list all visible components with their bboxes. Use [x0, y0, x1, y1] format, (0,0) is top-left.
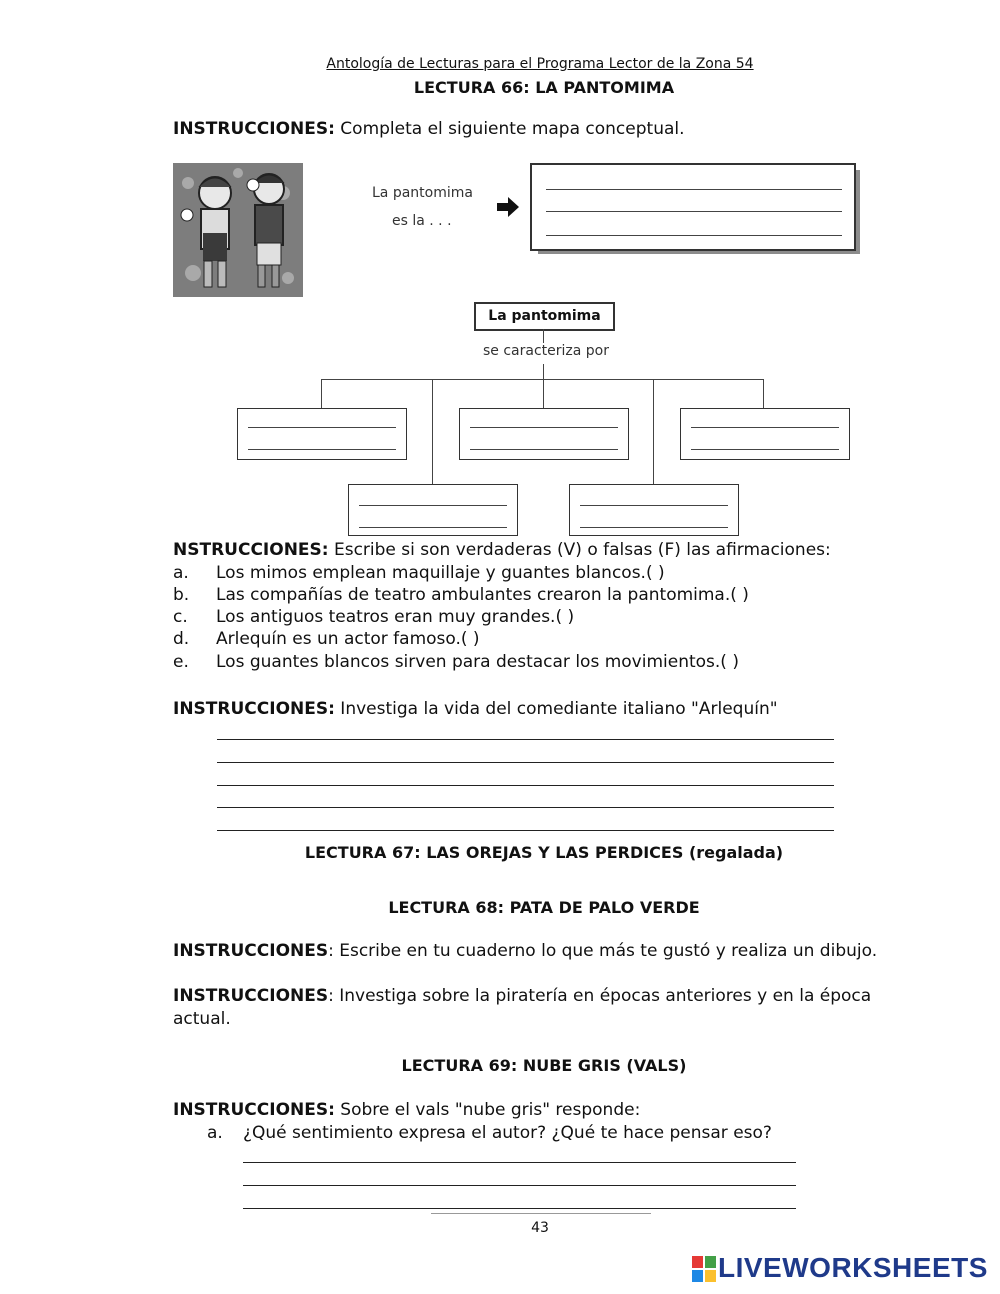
- statement-a: a. Los mimos emplean maquillaje y guantes blancos.( ): [173, 563, 665, 583]
- instruction-piracy: INSTRUCCIONES: Investiga sobre la piratería en épocas anteriores y en la época: [173, 986, 872, 1006]
- statement-d: d. Arlequín es un actor famoso.( ): [173, 629, 480, 649]
- footer-rule: [431, 1213, 651, 1214]
- mimes-illustration: [173, 163, 303, 297]
- liveworksheets-logo-icon: [692, 1256, 716, 1286]
- map-root-box: La pantomima: [474, 302, 615, 331]
- lectura-66-title: LECTURA 66: LA PANTOMIMA: [413, 78, 675, 97]
- characteristic-box-3[interactable]: [680, 408, 850, 460]
- statement-b: b. Las compañías de teatro ambulantes crearon la pantomima.( ): [173, 585, 749, 605]
- statement-c: c. Los antiguos teatros eran muy grandes.( ): [173, 607, 575, 627]
- answer-line[interactable]: [243, 1162, 796, 1163]
- lectura-67-title: LECTURA 67: LAS OREJAS Y LAS PERDICES (regalada): [304, 843, 784, 862]
- characteristic-box-4[interactable]: [348, 484, 518, 536]
- instruction-favorite-drawing: INSTRUCCIONES: Escribe en tu cuaderno lo que más te gustó y realiza un dibujo.: [173, 941, 878, 961]
- question-a: a. ¿Qué sentimiento expresa el autor? ¿Qué te hace pensar eso?: [207, 1123, 772, 1143]
- instruction-nube-gris: INSTRUCCIONES: Sobre el vals "nube gris" responde:: [173, 1100, 641, 1120]
- instruction-arlequin: INSTRUCCIONES: Investiga la vida del comediante italiano "Arlequín": [173, 699, 778, 719]
- liveworksheets-brand: LIVEWORKSHEETS: [718, 1252, 988, 1283]
- answer-line[interactable]: [243, 1208, 796, 1209]
- instruction-piracy-cont: actual.: [173, 1009, 231, 1029]
- characteristic-box-5[interactable]: [569, 484, 739, 536]
- definition-answer-box[interactable]: [530, 163, 856, 251]
- answer-line[interactable]: [217, 739, 834, 740]
- instruction-concept-map: INSTRUCCIONES: Completa el siguiente mapa conceptual.: [173, 119, 685, 139]
- map-prompt-line2: es la . . .: [392, 213, 452, 229]
- lectura-68-title: LECTURA 68: PATA DE PALO VERDE: [388, 898, 700, 917]
- answer-line[interactable]: [217, 785, 834, 786]
- answer-line[interactable]: [217, 762, 834, 763]
- page-number: 43: [531, 1220, 549, 1236]
- lectura-69-title: LECTURA 69: NUBE GRIS (VALS): [401, 1056, 687, 1075]
- answer-line[interactable]: [243, 1185, 796, 1186]
- instruction-true-false: NSTRUCCIONES: Escribe si son verdaderas (V) o falsas (F) las afirmaciones:: [173, 540, 831, 560]
- statement-e: e. Los guantes blancos sirven para destacar los movimientos.( ): [173, 652, 739, 672]
- map-link-label: se caracteriza por: [483, 343, 609, 359]
- characteristic-box-2[interactable]: [459, 408, 629, 460]
- answer-line[interactable]: [217, 830, 834, 831]
- anthology-header: Antología de Lecturas para el Programa Lector de la Zona 54: [326, 56, 754, 72]
- answer-line[interactable]: [217, 807, 834, 808]
- characteristic-box-1[interactable]: [237, 408, 407, 460]
- arrow-right-icon: [497, 197, 519, 221]
- map-prompt-line1: La pantomima: [372, 185, 473, 201]
